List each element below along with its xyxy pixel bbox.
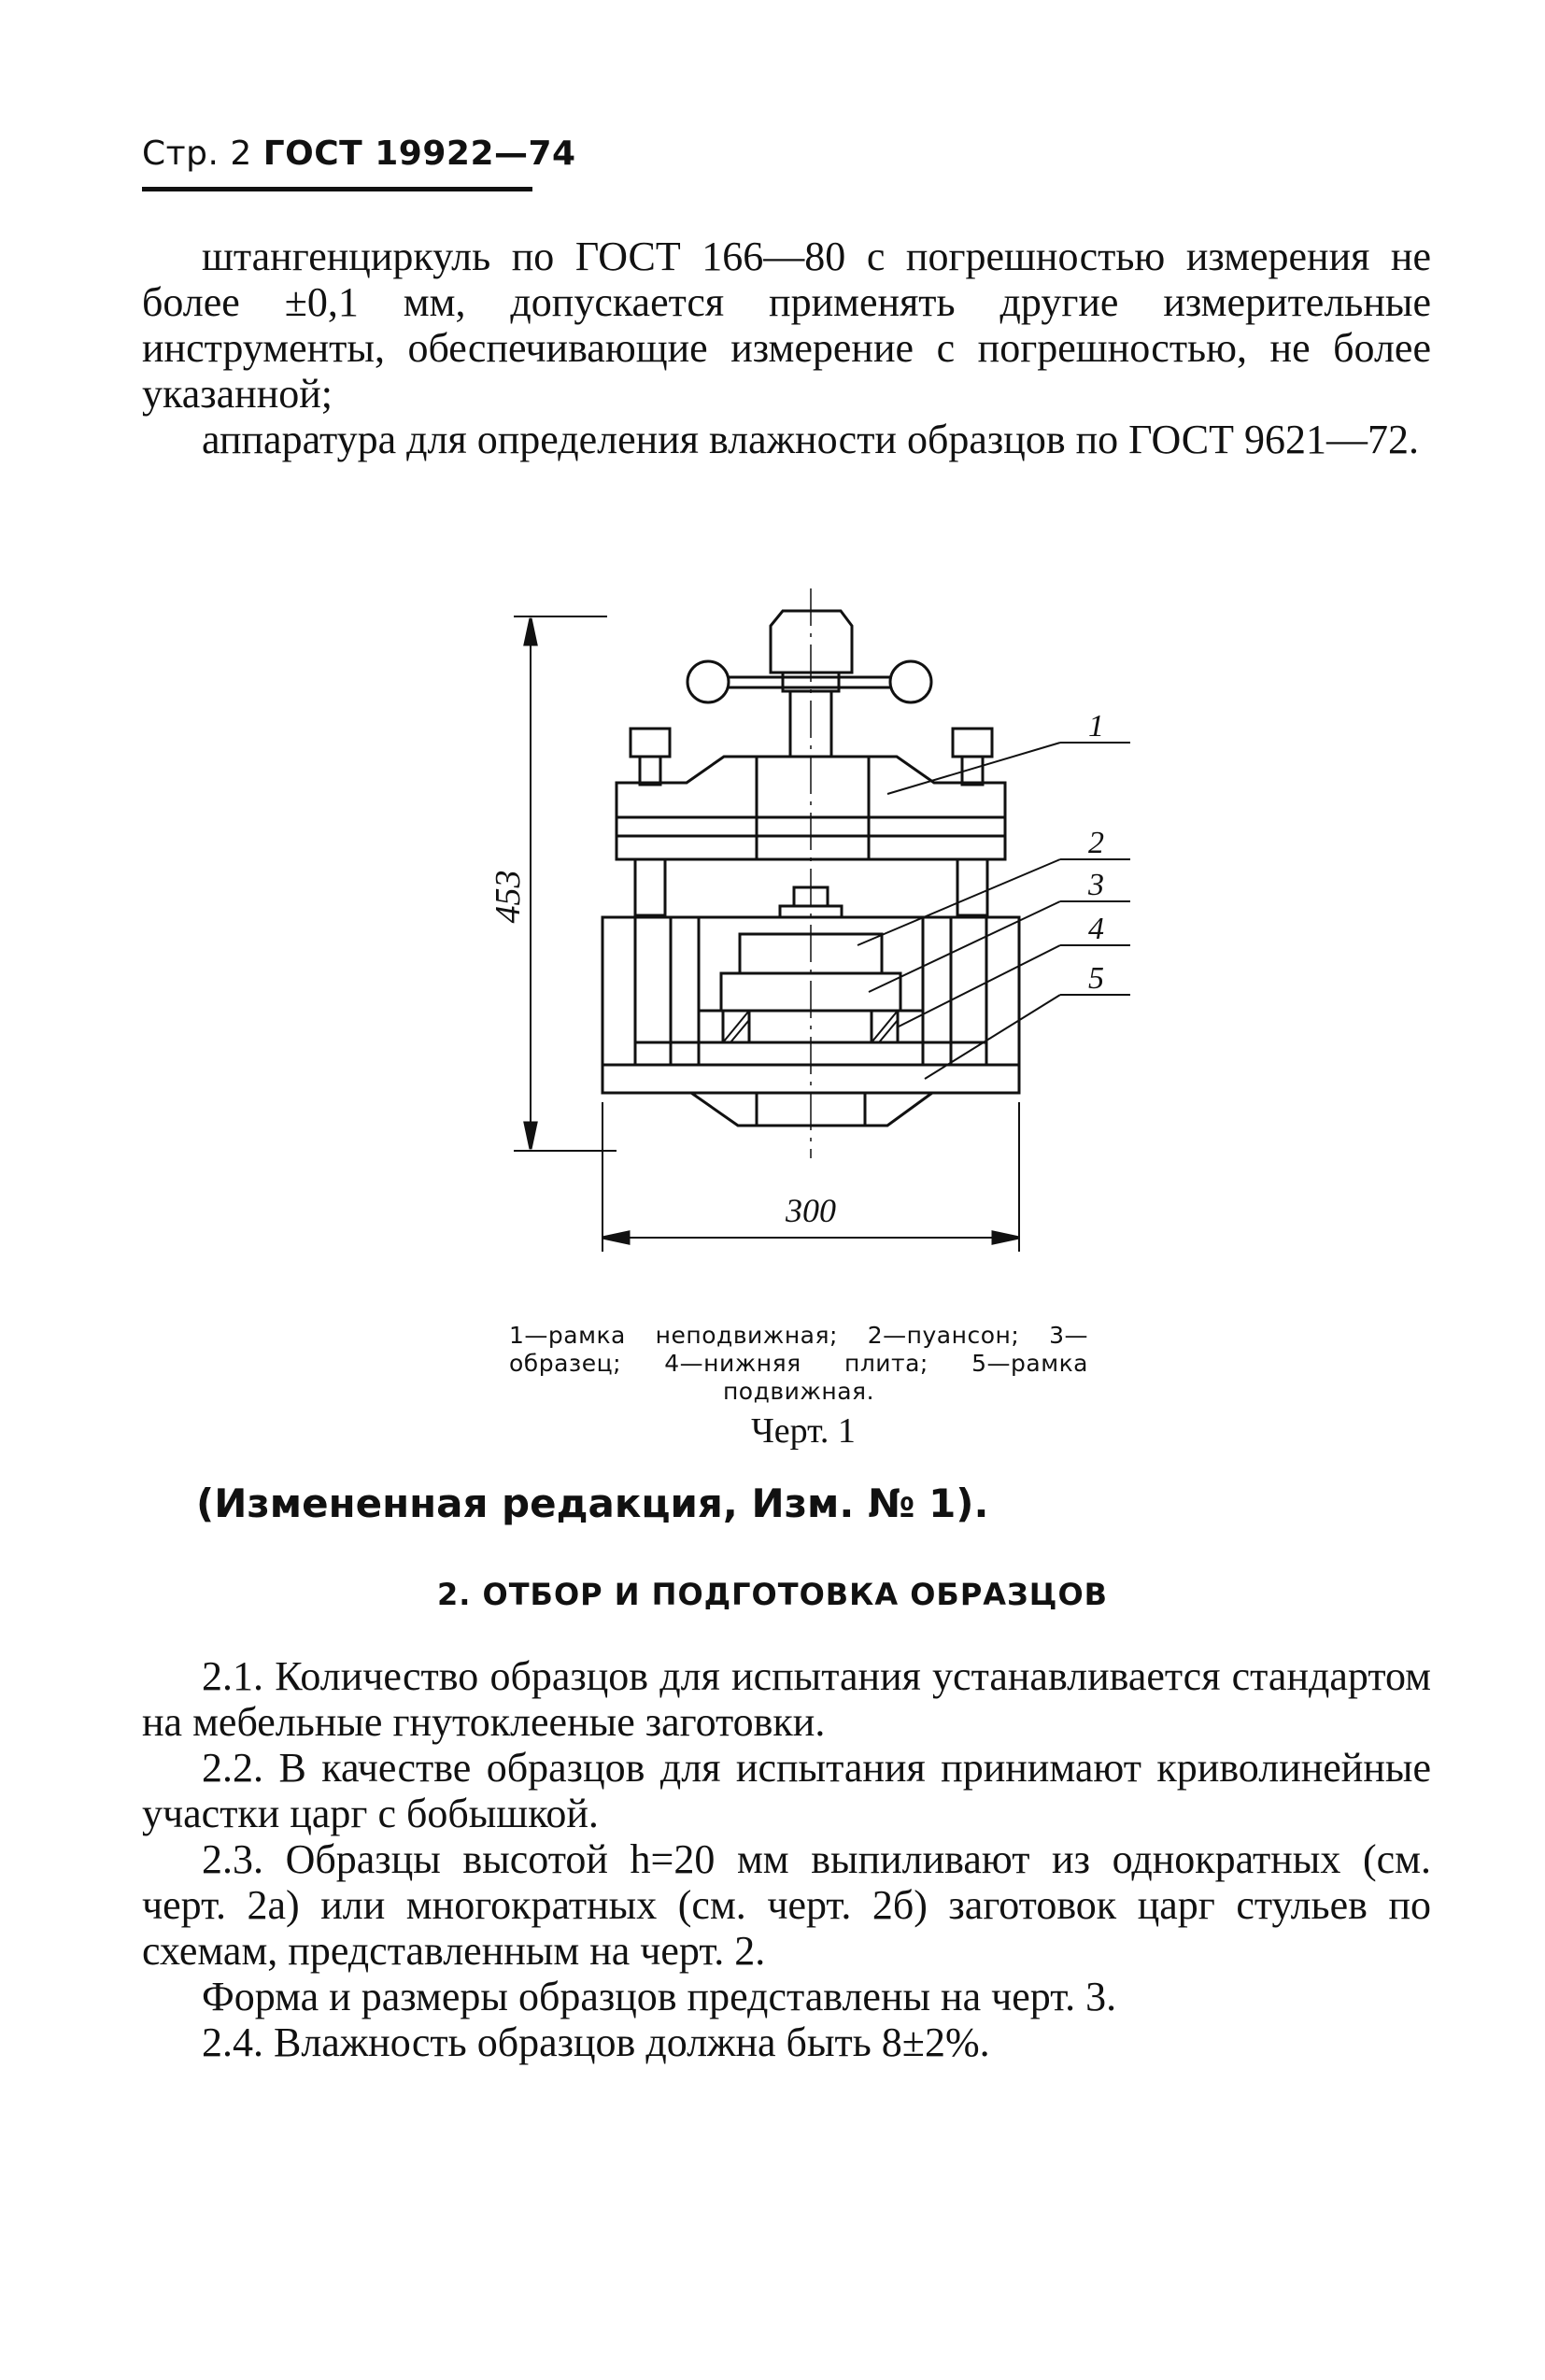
clause-2-2: 2.2. В качестве образцов для испытания принимают криволинейные участки царг с бобышкой. (142, 1745, 1431, 1836)
apparatus-drawing (486, 579, 1140, 1270)
page-number: Стр. 2 (142, 135, 252, 173)
paragraph-caliper: штангенциркуль по ГОСТ 166—80 с погрешностью измерения не более ±0,1 мм, допускается применять другие измерительные инструменты, обеспечивающие измерение с погрешностью, не более указанной; (142, 234, 1431, 417)
standard-number: ГОСТ 19922—74 (262, 135, 576, 173)
callout-4: 4 (1088, 912, 1104, 946)
clause-2-4: 2.4. Влажность образцов должна быть 8±2%. (202, 2019, 990, 2065)
callout-5: 5 (1088, 961, 1104, 996)
paragraph-apparatus: аппаратура для определения влажности образцов по ГОСТ 9621—72. (202, 417, 1420, 462)
clause-2-3: 2.3. Образцы высотой h=20 мм выпиливают из однократных (см. черт. 2а) или многократных (см. черт. 2б) заготовок царг стульев по схемам, представленным на черт. 2. (142, 1836, 1431, 1974)
intro-text (142, 234, 1431, 462)
dimension-height-label: 453 (489, 870, 528, 924)
amendment-note: (Измененная редакция, Изм. № 1). (196, 1480, 989, 1526)
clause-shape-note: Форма и размеры образцов представлены на черт. 3. (202, 1974, 1117, 2019)
clause-2-1: 2.1. Количество образцов для испытания устанавливается стандартом на мебельные гнутоклееные заготовки. (142, 1653, 1431, 1745)
dimension-width-label: 300 (786, 1192, 836, 1229)
callout-2: 2 (1088, 826, 1104, 860)
callout-3: 3 (1088, 868, 1104, 902)
section-body (142, 1653, 1431, 2065)
callout-1: 1 (1088, 709, 1104, 744)
section-title: 2. ОТБОР И ПОДГОТОВКА ОБРАЗЦОВ (436, 1577, 1109, 1612)
figure-caption: Черт. 1 (751, 1411, 856, 1451)
header-rule (142, 187, 532, 191)
page-header (142, 135, 576, 173)
figure-legend: 1—рамка неподвижная; 2—пуансон; 3—образец; 4—нижняя плита; 5—рамка подвижная. (509, 1322, 1088, 1405)
